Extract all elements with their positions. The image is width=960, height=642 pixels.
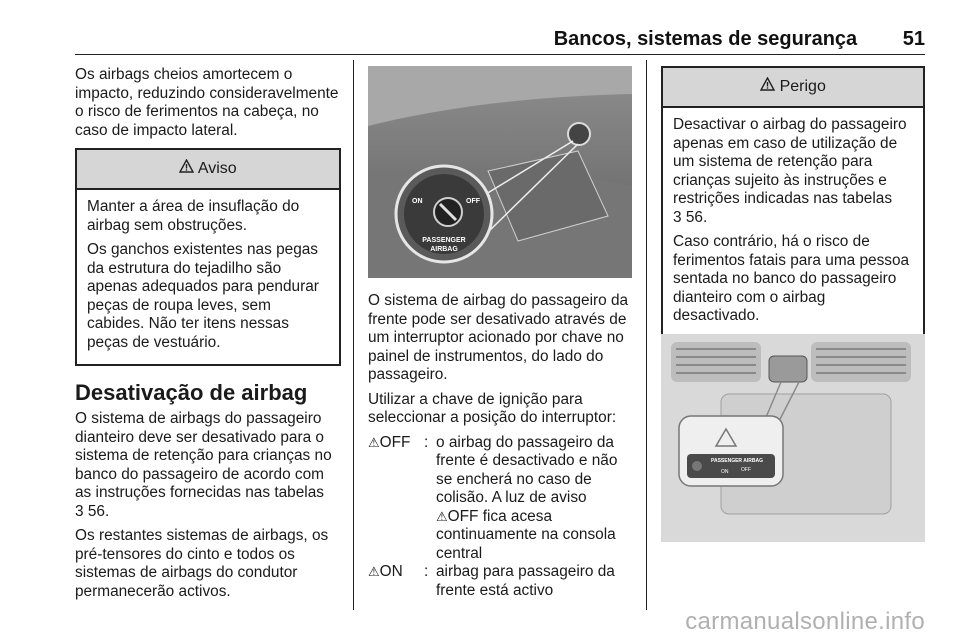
position-off-desc: o airbag do passageiro da frente é desactivado e não se encherá no caso de colisão. A luz de aviso ⚠OFF fica acesa continuamente na consola central — [436, 433, 618, 562]
instruction-text: Utilizar a chave de ignição para seleccionar a posição do interruptor: — [368, 390, 617, 426]
intro-paragraph: Os airbags cheios amortecem o impacto, reduzindo consideravelmente o risco de ferimentos na cabeça, no caso de impacto lateral. — [75, 66, 339, 139]
passenger-airbag-icon: ⚠ — [368, 434, 380, 450]
danger-title: Perigo — [779, 78, 826, 95]
column-right — [661, 66, 925, 340]
danger-header — [663, 68, 923, 108]
watermark: carmanualsonline.info — [685, 608, 925, 635]
column-middle — [368, 292, 636, 600]
warning-header — [77, 150, 339, 190]
warning-triangle-icon — [760, 78, 779, 95]
warning-box — [75, 148, 341, 366]
svg-text:ON: ON — [412, 198, 423, 205]
svg-text:OFF: OFF — [741, 467, 751, 473]
position-on-key: ⚠ON — [368, 563, 403, 580]
passenger-airbag-icon: ⚠ — [436, 508, 448, 524]
page-title: Bancos, sistemas de segurança — [553, 28, 858, 50]
column-left — [75, 66, 341, 607]
deactivation-page-ref[interactable]: 3 56. — [75, 502, 110, 520]
column-divider — [353, 60, 354, 610]
danger-text-1: Desactivar o airbag do passageiro apenas em caso de utilização de um sistema de retenção para crianças sujeito às instruções e restrições indicadas nas tabelas — [673, 116, 907, 207]
column-divider — [646, 60, 647, 610]
header-divider — [75, 54, 925, 55]
warning-title: Aviso — [197, 160, 237, 177]
svg-text:ON: ON — [721, 469, 729, 475]
figure-caption: O sistema de airbag do passageiro da frente pode ser desativado através de um interruptor acionado por chave no painel de instrumentos, do lado do passageiro. — [368, 292, 629, 383]
svg-text:OFF: OFF — [466, 198, 480, 205]
svg-text:PASSENGER: PASSENGER — [422, 237, 466, 244]
warning-triangle-icon — [179, 160, 198, 177]
danger-text-2: Caso contrário, há o risco de ferimentos fatais para uma pessoa sentada no banco do passageiro dianteiro com o airbag desactivado. — [673, 233, 910, 324]
svg-text:PASSENGER AIRBAG: PASSENGER AIRBAG — [711, 458, 763, 464]
page-number: 51 — [902, 28, 925, 50]
danger-box — [661, 66, 925, 340]
danger-page-ref[interactable]: 3 56. — [673, 208, 708, 226]
page-header — [75, 28, 925, 52]
svg-text:AIRBAG: AIRBAG — [430, 246, 458, 253]
warning-text-1: Manter a área de insuflação do airbag sem obstruções. — [87, 198, 300, 234]
passenger-airbag-icon: ⚠ — [368, 564, 380, 579]
switch-position-list: ⚠OFF : o airbag do passageiro da frente é desactivado e não se encherá no caso de colisão. A luz de aviso ⚠OFF fica acesa continuamente na consola central ⚠ON : airbag para passageiro da frente está activo — [368, 434, 636, 601]
section-title: Desativação de airbag — [75, 380, 308, 405]
position-on-desc: airbag para passageiro da frente está activo — [436, 563, 615, 599]
warning-text-2: Os ganchos existentes nas pegas da estrutura do tejadilho são apenas adequados para pendurar peças de roupa leves, sem cabides. Não ter itens nessas peças de vestuário. — [87, 241, 319, 351]
console-lamp-illustration — [661, 334, 925, 542]
position-off-key: ⚠OFF — [368, 433, 411, 451]
airbag-switch-illustration — [368, 66, 632, 278]
remaining-systems-paragraph: Os restantes sistemas de airbags, os pré-tensores do cinto e todos os sistemas de airbags do condutor permanecerão activos. — [75, 527, 329, 600]
deactivation-paragraph: O sistema de airbags do passageiro dianteiro deve ser desativado para o sistema de retenção para crianças no banco do passageiro de acordo com as instruções fornecidas nas tabelas — [75, 410, 332, 501]
